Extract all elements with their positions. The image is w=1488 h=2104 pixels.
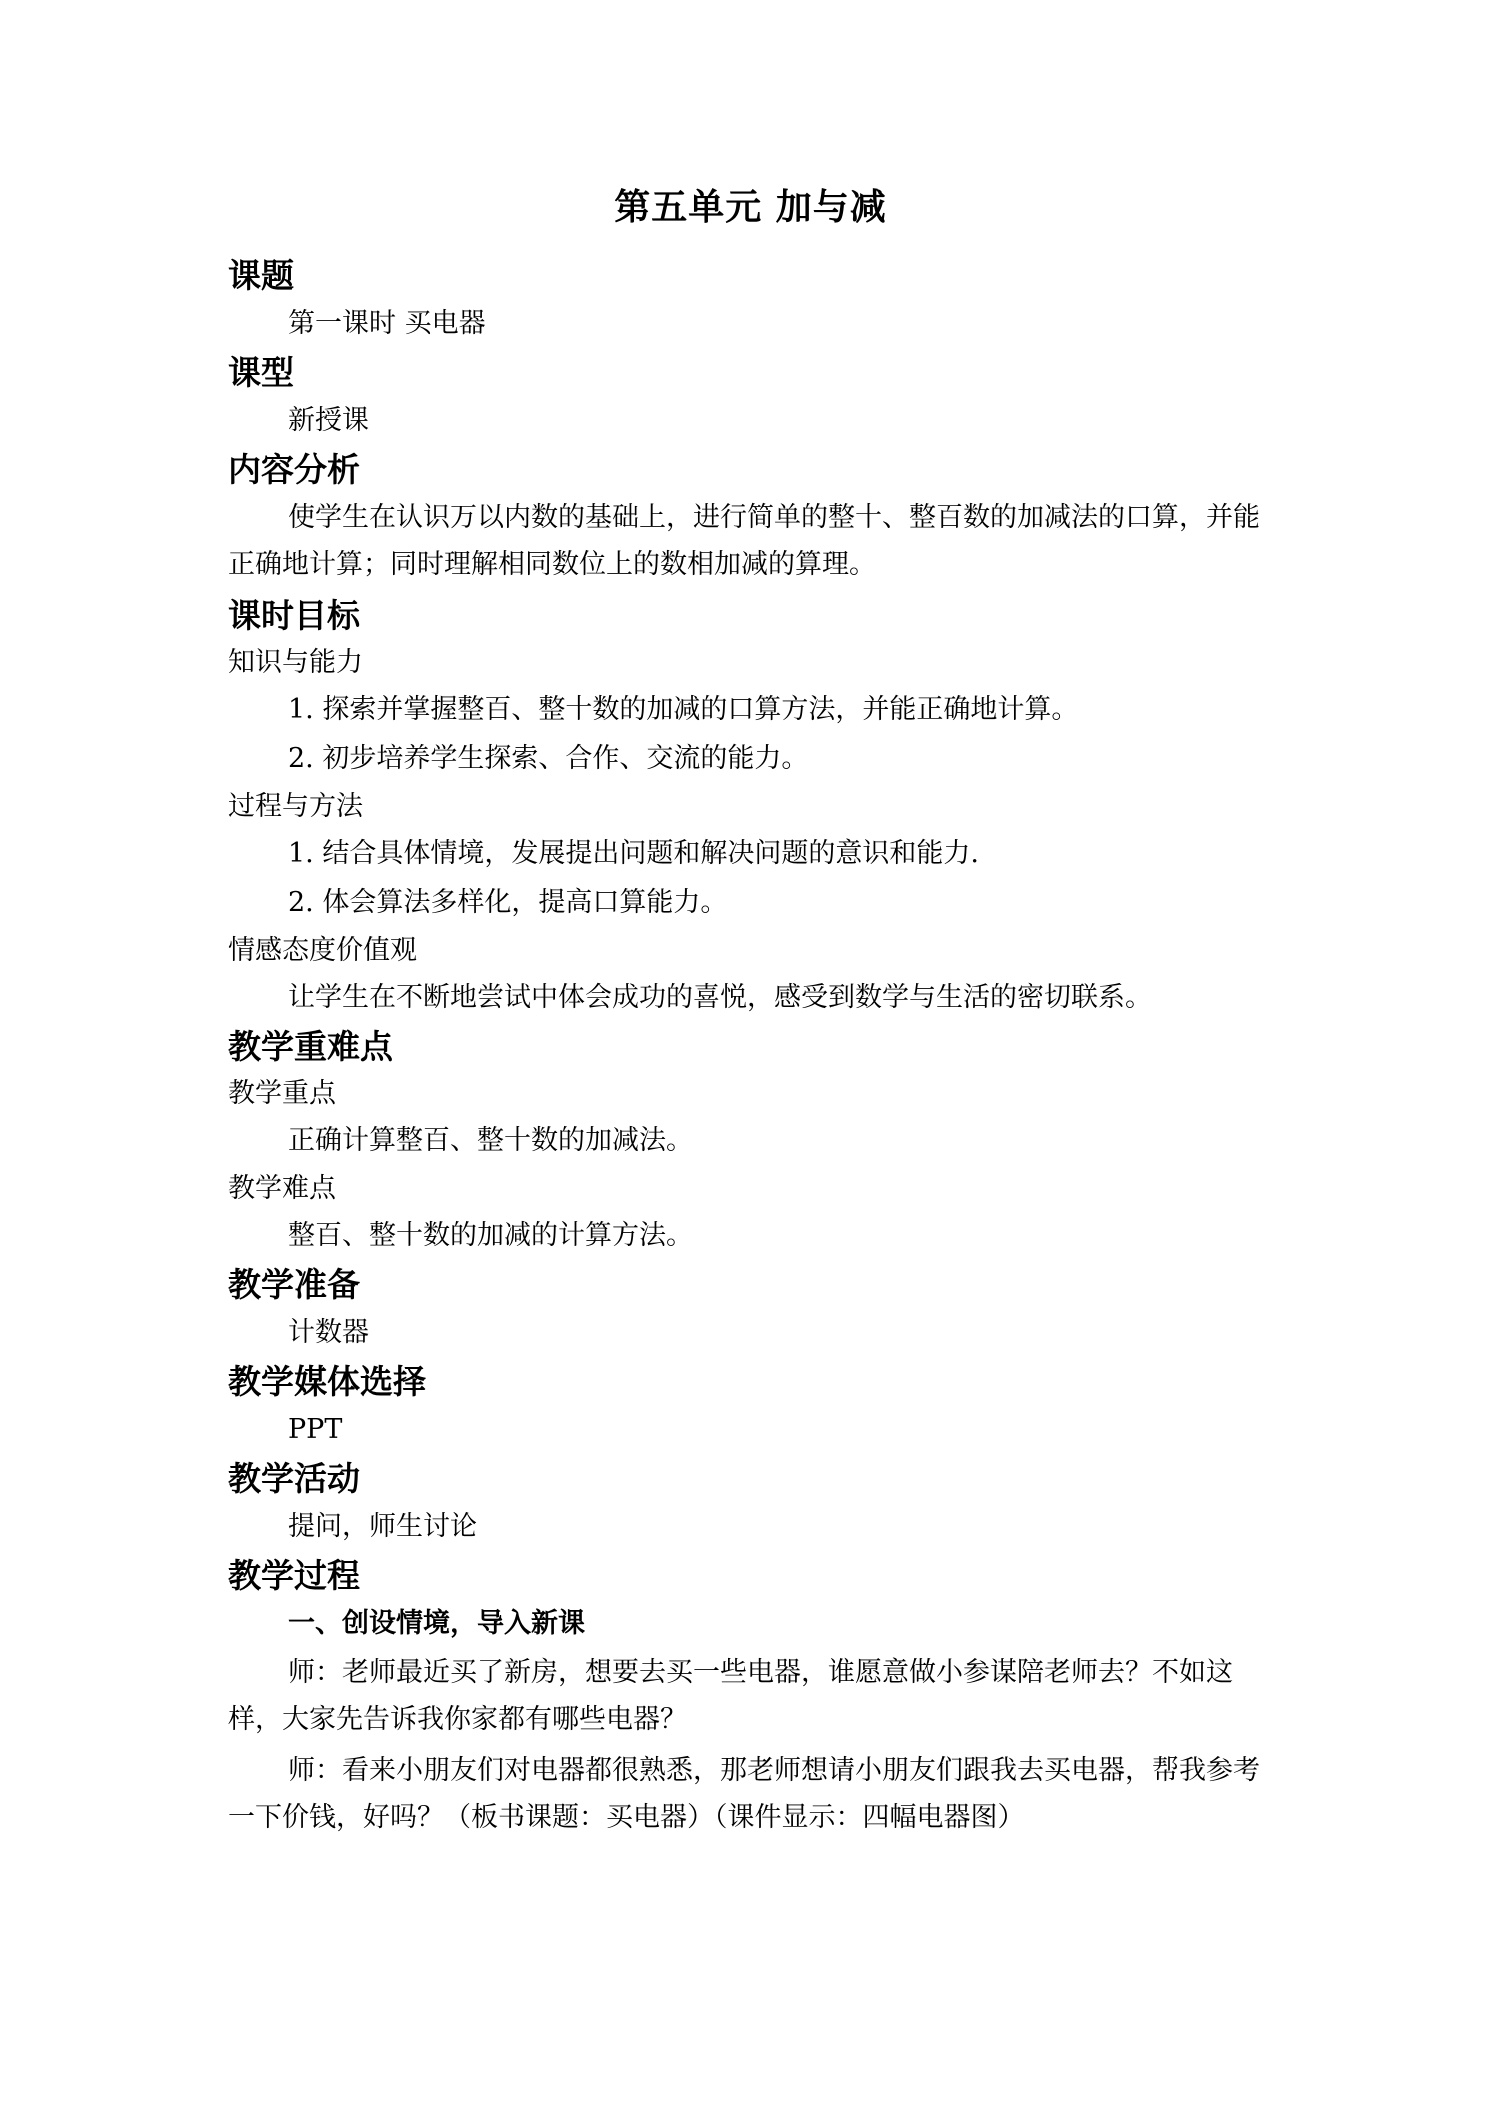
goal-emotion-1: 让学生在不断地尝试中体会成功的喜悦，感受到数学与生活的密切联系。 <box>288 982 1152 1013</box>
section-heading-topic: 课题 <box>228 256 294 295</box>
section-heading-key-difficult-points: 教学重难点 <box>228 1027 393 1066</box>
difficult-point-text: 整百、整十数的加减的计算方法。 <box>288 1220 693 1251</box>
process-paragraph-2: 师：看来小朋友们对电器都很熟悉，那老师想请小朋友们跟我去买电器，帮我参考一下价钱，好吗？（板书课题：买电器）（课件显示：四幅电器图） <box>228 1755 1260 1833</box>
subheading-process-method: 过程与方法 <box>228 791 363 822</box>
goal-process-2: 2. 体会算法多样化，提高口算能力。 <box>288 887 728 918</box>
goal-process-1: 1. 结合具体情境，发展提出问题和解决问题的意识和能力. <box>288 838 979 869</box>
section-heading-activities: 教学活动 <box>228 1459 360 1498</box>
subheading-key-point: 教学重点 <box>228 1078 336 1109</box>
media-text: PPT <box>288 1414 343 1445</box>
goal-knowledge-1: 1. 探索并掌握整百、整十数的加减的口算方法，并能正确地计算。 <box>288 694 1079 725</box>
section-heading-media: 教学媒体选择 <box>228 1362 426 1401</box>
section-heading-lesson-type: 课型 <box>228 353 294 392</box>
lesson-type-text: 新授课 <box>288 405 369 436</box>
subheading-emotion-values: 情感态度价值观 <box>228 935 417 966</box>
goal-knowledge-2: 2. 初步培养学生探索、合作、交流的能力。 <box>288 743 809 774</box>
process-step-1-heading: 一、创设情境，导入新课 <box>288 1608 585 1639</box>
section-heading-teaching-process: 教学过程 <box>228 1556 360 1595</box>
subheading-knowledge-ability: 知识与能力 <box>228 647 363 678</box>
section-heading-lesson-goals: 课时目标 <box>228 596 360 635</box>
subheading-difficult-point: 教学难点 <box>228 1173 336 1204</box>
document-page <box>228 180 1273 1845</box>
document-title: 第五单元 加与减 <box>614 187 887 228</box>
process-paragraph-1: 师：老师最近买了新房，想要去买一些电器，谁愿意做小参谋陪老师去？不如这样，大家先告诉我你家都有哪些电器？ <box>228 1657 1233 1735</box>
topic-text: 第一课时 买电器 <box>288 308 486 339</box>
preparation-text: 计数器 <box>288 1317 369 1348</box>
key-point-text: 正确计算整百、整十数的加减法。 <box>288 1125 693 1156</box>
activities-text: 提问，师生讨论 <box>288 1511 477 1542</box>
content-analysis-text: 使学生在认识万以内数的基础上，进行简单的整十、整百数的加减法的口算，并能正确地计算；同时理解相同数位上的数相加减的算理。 <box>228 502 1260 580</box>
section-heading-content-analysis: 内容分析 <box>228 450 360 489</box>
section-heading-preparation: 教学准备 <box>228 1265 360 1304</box>
